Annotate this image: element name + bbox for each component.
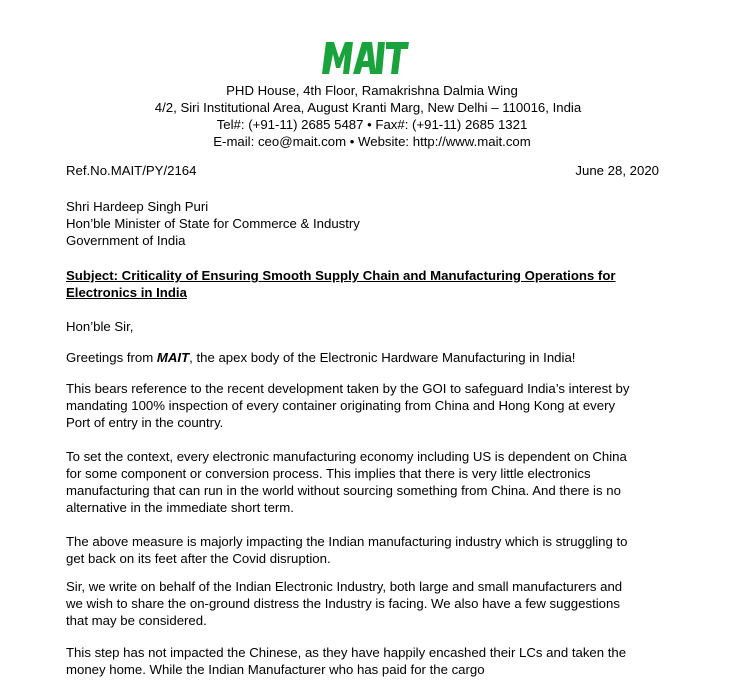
letterhead-address xyxy=(0,82,736,150)
paragraph-line: alternative in the immediate short term. xyxy=(66,500,294,515)
reference-number: Ref.No.MAIT/PY/2164 xyxy=(66,163,197,178)
header-line-2: 4/2, Siri Institutional Area, August Kranti Marg, New Delhi – 110016, India xyxy=(154,100,582,115)
paragraph-line: for some component or conversion process. This implies that there is very little electronics xyxy=(66,466,591,481)
reference-row xyxy=(66,162,659,179)
paragraph-line: that may be considered. xyxy=(66,613,207,628)
mait-logo xyxy=(320,38,410,76)
paragraph-3 xyxy=(66,533,659,567)
addressee-block xyxy=(66,198,659,249)
paragraph-line: To set the context, every electronic manufacturing economy including US is dependent on China xyxy=(66,449,627,464)
greeting-before: Greetings from xyxy=(66,350,157,365)
paragraph-line: we wish to share the on-ground distress the Industry is facing. We also have a few suggestions xyxy=(66,596,620,611)
paragraph-line: mandating 100% inspection of every container originating from China and Hong Kong at every xyxy=(66,398,616,413)
greeting-paragraph xyxy=(66,349,659,366)
paragraph-line: The above measure is majorly impacting the Indian manufacturing industry which is struggling to xyxy=(66,534,628,549)
subject-line-2: Electronics in India xyxy=(66,285,187,300)
addressee-name: Shri Hardeep Singh Puri xyxy=(66,199,209,214)
subject-line xyxy=(66,267,659,301)
greeting-emphasis: MAIT xyxy=(156,350,190,365)
paragraph-2 xyxy=(66,448,659,516)
paragraph-line: money home. While the Indian Manufacturer who has paid for the cargo xyxy=(66,662,485,677)
paragraph-line: Sir, we write on behalf of the Indian Electronic Industry, both large and small manufacturers and xyxy=(66,579,623,594)
paragraph-line: This bears reference to the recent development taken by the GOI to safeguard India’s interest by xyxy=(66,381,630,396)
letter-date: June 28, 2020 xyxy=(575,163,659,178)
paragraph-1 xyxy=(66,380,659,431)
header-line-3: Tel#: (+91-11) 2685 5487 • Fax#: (+91-11) 2685 1321 xyxy=(216,117,528,132)
salutation: Hon’ble Sir, xyxy=(66,319,134,334)
paragraph-line: manufacturing that can run in the world without sourcing something from China. And there is no xyxy=(66,483,621,498)
paragraph-line: This step has not impacted the Chinese, as they have happily encashed their LCs and taken the xyxy=(66,645,627,660)
subject-line-1: Subject: Criticality of Ensuring Smooth Supply Chain and Manufacturing Operations for xyxy=(66,268,616,283)
addressee-title: Hon’ble Minister of State for Commerce & Industry xyxy=(66,216,360,231)
paragraph-4 xyxy=(66,578,659,629)
paragraph-line: Port of entry in the country. xyxy=(66,415,224,430)
greeting-after: , the apex body of the Electronic Hardware Manufacturing in India! xyxy=(189,350,576,365)
header-line-4: E-mail: ceo@mait.com • Website: http://www.mait.com xyxy=(213,134,531,149)
header-line-1: PHD House, 4th Floor, Ramakrishna Dalmia Wing xyxy=(226,83,518,98)
paragraph-line: get back on its feet after the Covid disruption. xyxy=(66,551,331,566)
addressee-org: Government of India xyxy=(66,233,186,248)
paragraph-5 xyxy=(66,644,659,678)
